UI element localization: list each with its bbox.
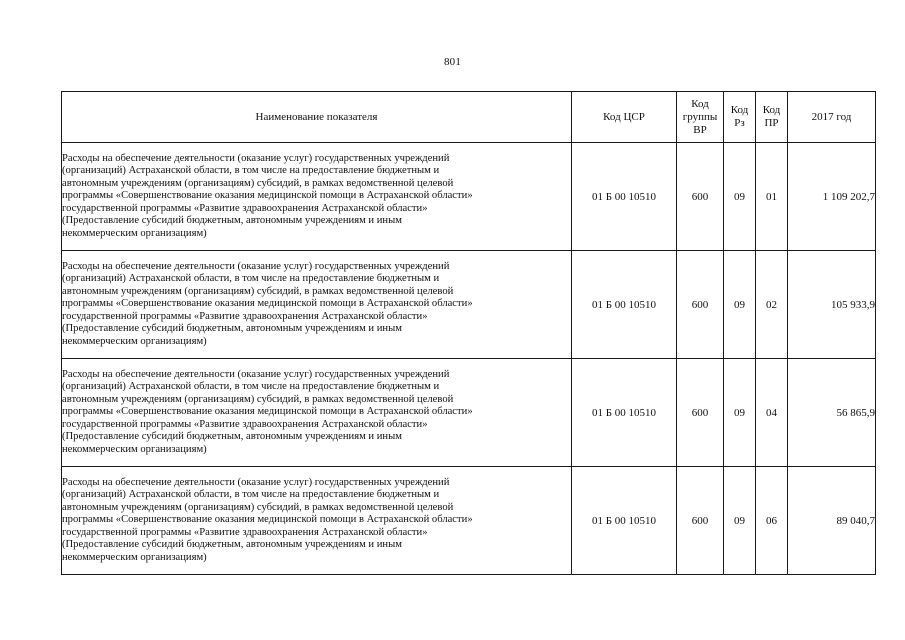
row-indicator-name: Расходы на обеспечение деятельности (оказание услуг) государственных учреждений (организаций) Астраханской области, в том числе на предоставление бюджетным и автономным учреждениям (организациям) субсидий, в рамках ведомственной целевой программы «Совершенствование оказания медицинской помощи в Астраханской области» государственной программы «Развитие здравоохранения Астраханской области» (Предоставление субсидий бюджетным, автономным учреждениям и иным некоммерческим организациям) bbox=[62, 143, 572, 251]
row-pr-code: 02 bbox=[756, 251, 788, 359]
row-amount-2017: 1 109 202,7 bbox=[788, 143, 876, 251]
table-row bbox=[62, 359, 876, 467]
header-vr-code: Код группы ВР bbox=[677, 92, 724, 143]
page-number: 801 bbox=[443, 56, 462, 68]
row-rz-code: 09 bbox=[724, 359, 756, 467]
row-amount-2017: 105 933,9 bbox=[788, 251, 876, 359]
row-pr-code: 01 bbox=[756, 143, 788, 251]
row-amount-2017: 56 865,9 bbox=[788, 359, 876, 467]
row-rz-code: 09 bbox=[724, 143, 756, 251]
header-rz-code: Код Рз bbox=[724, 92, 756, 143]
table-header-row bbox=[62, 92, 876, 143]
row-vr-code: 600 bbox=[677, 359, 724, 467]
row-indicator-name: Расходы на обеспечение деятельности (оказание услуг) государственных учреждений (организаций) Астраханской области, в том числе на предоставление бюджетным и автономным учреждениям (организациям) субсидий, в рамках ведомственной целевой программы «Совершенствование оказания медицинской помощи в Астраханской области» государственной программы «Развитие здравоохранения Астраханской области» (Предоставление субсидий бюджетным, автономным учреждениям и иным некоммерческим организациям) bbox=[62, 359, 572, 467]
row-indicator-name: Расходы на обеспечение деятельности (оказание услуг) государственных учреждений (организаций) Астраханской области, в том числе на предоставление бюджетным и автономным учреждениям (организациям) субсидий, в рамках ведомственной целевой программы «Совершенствование оказания медицинской помощи в Астраханской области» государственной программы «Развитие здравоохранения Астраханской области» (Предоставление субсидий бюджетным, автономным учреждениям и иным некоммерческим организациям) bbox=[62, 467, 572, 575]
row-csr-code: 01 Б 00 10510 bbox=[572, 467, 677, 575]
header-csr-code: Код ЦСР bbox=[572, 92, 677, 143]
row-vr-code: 600 bbox=[677, 143, 724, 251]
row-rz-code: 09 bbox=[724, 467, 756, 575]
row-rz-code: 09 bbox=[724, 251, 756, 359]
table-row bbox=[62, 467, 876, 575]
row-pr-code: 04 bbox=[756, 359, 788, 467]
row-csr-code: 01 Б 00 10510 bbox=[572, 359, 677, 467]
row-csr-code: 01 Б 00 10510 bbox=[572, 251, 677, 359]
row-amount-2017: 89 040,7 bbox=[788, 467, 876, 575]
row-indicator-name: Расходы на обеспечение деятельности (оказание услуг) государственных учреждений (организаций) Астраханской области, в том числе на предоставление бюджетным и автономным учреждениям (организациям) субсидий, в рамках ведомственной целевой программы «Совершенствование оказания медицинской помощи в Астраханской области» государственной программы «Развитие здравоохранения Астраханской области» (Предоставление субсидий бюджетным, автономным учреждениям и иным некоммерческим организациям) bbox=[62, 251, 572, 359]
row-vr-code: 600 bbox=[677, 251, 724, 359]
table-row bbox=[62, 251, 876, 359]
header-year-2017: 2017 год bbox=[788, 92, 876, 143]
budget-table bbox=[61, 91, 876, 575]
header-pr-code: Код ПР bbox=[756, 92, 788, 143]
table-row bbox=[62, 143, 876, 251]
row-pr-code: 06 bbox=[756, 467, 788, 575]
header-indicator-name: Наименование показателя bbox=[62, 92, 572, 143]
row-csr-code: 01 Б 00 10510 bbox=[572, 143, 677, 251]
row-vr-code: 600 bbox=[677, 467, 724, 575]
